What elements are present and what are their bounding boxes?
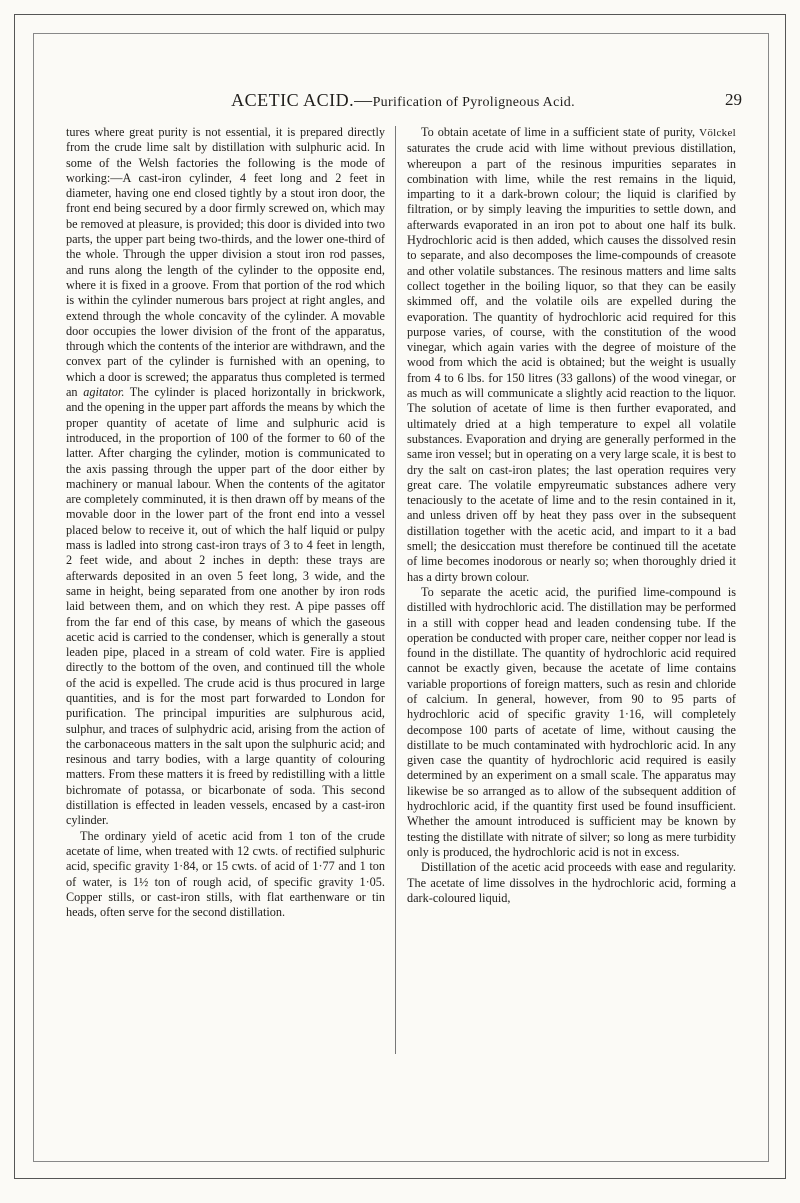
left-column bbox=[66, 125, 385, 1055]
right-paragraph-1 bbox=[407, 125, 736, 585]
left-paragraph-1-text: tures where great purity is not essential, it is prepared directly from the crude lime salt by distillation with sulphuric acid. In some of the Welsh factories the following is the mode of working:—A cast-iron cylinder, 4 feet long and 2 feet in diameter, having one end closed tightly by a stout iron door, the front end being secured by a door firmly screwed on, which may be removed at pleasure, is provided; this door is divided into two parts, the upper part being two-thirds, and the lower one-third of the whole. Through the upper division a stout iron rod passes, and runs along the length of the cylinder to the opposite end, where it is fixed in a groove. From that portion of the rod which is within the cylinder numerous bars project at right angles, and extend through the whole concavity of the cylinder. A movable door occupies the lower division of the front of the apparatus, through which the contents of the interior are withdrawn, and the convex part of the cylinder is furnished with an opening, to which a door is screwed; the apparatus thus completed is termed an bbox=[66, 125, 385, 400]
author-name-volckel: Völckel bbox=[699, 127, 737, 139]
header-title-separator: — bbox=[354, 90, 373, 110]
left-paragraph-2: The ordinary yield of acetic acid from 1 ton of the crude acetate of lime, when treated with 12 cwts. of rectified sulphuric acid, specific gravity 1·84, or 15 cwts. of acid of 1·77 and 1 ton of water, is 1½ ton of rough acid, of specific gravity 1·05. Copper stills, or cast-iron stills, with flat earthenware or tin heads, often serve for the second distillation. bbox=[66, 828, 385, 920]
right-paragraph-2: To separate the acetic acid, the purified lime-compound is distilled with hydrochloric acid. The distillation may be performed in a still with copper head and leaden condensing tube. If the operation be conducted with proper care, neither copper nor lead is found in the distillate. The quantity of hydrochloric acid required cannot be exactly given, because the acetate of lime contains variable proportions of foreign matters, such as resin and chloride of calcium. In general, however, from 90 to 95 parts of hydrochloric acid of specific gravity 1·16, will completely decompose 100 parts of acetate of lime, without causing the distillate to be much contaminated with hydrochloric acid. In any given case the quantity of hydrochloric acid required is easily determined by an experiment on a small scale. The apparatus may likewise be so arranged as to allow of the subsequent addition of hydrochloric acid, if the quantity first used be found insufficient. Whether the amount introduced is sufficient may be known by testing the distillate with nitrate of silver; so long as mere turbidity only is produced, the hydrochloric acid is not in excess. bbox=[407, 584, 736, 859]
term-agitator: agitator. bbox=[83, 385, 125, 400]
right-paragraph-3: Distillation of the acetic acid proceeds with ease and regularity. The acetate of lime dissolves in the hydrochloric acid, forming a dark-coloured liquid, bbox=[407, 860, 736, 905]
page-number: 29 bbox=[725, 90, 742, 109]
column-divider bbox=[395, 126, 396, 1054]
left-paragraph-1 bbox=[66, 125, 385, 829]
header-title bbox=[64, 90, 742, 111]
header-title-main: ACETIC ACID. bbox=[231, 90, 355, 110]
left-paragraph-1-rest: The cylinder is placed horizontally in brickwork, and the opening in the upper part affords the means by which the proper quantity of acetate of lime and sulphuric acid is introduced, in the proportion of 100 of the former to 60 of the latter. After charging the cylinder, motion is communicated to the axis passing through the upper part of the door either by machinery or manual labour. When the contents of the agitator are completely comminuted, it is then drawn off by means of the movable door in the lower part of the front end into a vessel placed below to receive it, out of which the half liquid or pulpy mass is ladled into strong cast-iron trays of 3 to 4 feet in length, 2 feet wide, and about 2 inches in depth: these trays are afterwards deposited in an oven 5 feet long, 3 wide, and the same in height, being separated from one another by iron rods laid between them, and on which they rest. A pipe passes off from the far end of this case, by means of which the gaseous acetic acid is carried to the condenser, which is generally a stout leaden pipe, placed in a stream of cold water. Fire is applied directly to the bottom of the oven, and continued till the whole of the acid is expelled. The crude acid is thus procured in large quantities, and is for the most part forwarded to London for purification. The principal impurities are sulphurous acid, sulphur, and traces of sulphydric acid, arising from the action of the carbonaceous matters in the salt upon the sulphuric acid; and resinous and tarry bodies, with a large quantity of colouring matters. From these matters it is freed by redistilling with a little bichromate of potassa, or bicarbonate of soda. This second distillation is effected in leaden vessels, encased by a cast-iron cylinder. bbox=[66, 385, 386, 828]
right-paragraph-1-start: To obtain acetate of lime in a sufficient state of purity, bbox=[421, 125, 696, 139]
header-title-sub: Purification of Pyroligneous Acid. bbox=[372, 95, 575, 110]
right-paragraph-1-rest: saturates the crude acid with lime without previous distillation, whereupon a part of the resinous impurities separates in combination with lime, while the rest remains in the liquid, imparting to it a dark-brown colour; the liquid is clarified by filtration, or by simply leaving the impurities to settle down, and afterwards evaporated in an iron pot to about one half its bulk. Hydrochloric acid is then added, which causes the dissolved resin to separate, and also decomposes the lime-compounds of creasote and other volatile substances. The resinous matters and lime salts collect together in the boiling liquor, so that they can be easily skimmed off, and the volatile oils are expelled during the evaporation. The quantity of hydrochloric acid required for this purpose varies, of course, with the constitution of the wood vinegar, which again varies with the degree of moisture of the wood from which the acid is obtained; but the weight is usually from 4 to 6 lbs. for 150 litres (33 gallons) of the wood vinegar, or as much as will communicate a slightly acid reaction to the liquor. The solution of acetate of lime is then further evaporated, and ultimately dried at a high temperature to expel all volatile substances. Evaporation and drying are generally performed in the same iron vessel; but in operating on a very large scale, it is best to dry the salt on cast-iron plates; the last operation requires very great care. The volatile empyreumatic substances adhere very tenaciously to the acetate of lime and to the resin contained in it, and unless driven off by heat they pass over in the subsequent distillation together with the acetic acid, and impart to it a bad smell; the desiccation must therefore be continued till the acetate of lime becomes inodorous or nearly so; when thoroughly dried it has a dirty brown colour. bbox=[407, 141, 736, 584]
running-header bbox=[64, 90, 742, 114]
right-column bbox=[407, 125, 736, 1055]
